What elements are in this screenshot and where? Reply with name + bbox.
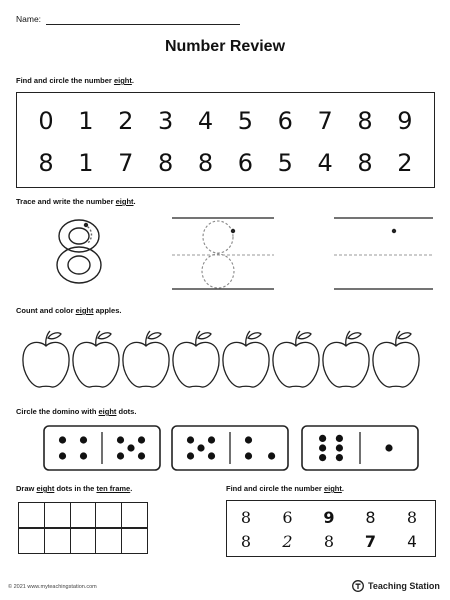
domino-dot (59, 436, 66, 443)
domino-dot (208, 452, 215, 459)
domino-dot (80, 452, 87, 459)
number-cell[interactable]: 2 (118, 107, 134, 135)
domino-dot (117, 452, 124, 459)
number-cell[interactable]: 5 (237, 107, 254, 135)
instruction-text: Draw (16, 484, 37, 493)
domino-dot (208, 436, 215, 443)
apple-icon[interactable] (23, 331, 69, 387)
domino-dot (80, 436, 87, 443)
apple-icon[interactable] (323, 331, 369, 387)
instruction-keyword: eight (75, 306, 94, 315)
number-cell[interactable]: 1 (78, 149, 94, 177)
number-cell[interactable]: 8 (357, 149, 373, 177)
instruction-domino (16, 407, 136, 416)
instruction-text-end: apples. (93, 306, 122, 315)
ten-frame-cell[interactable] (121, 527, 148, 553)
apple-icon[interactable] (223, 331, 269, 387)
number-cell[interactable]: 2 (282, 532, 293, 551)
number-cell[interactable]: 8 (240, 508, 252, 527)
domino-dot (319, 454, 326, 461)
number-cell[interactable]: 4 (317, 149, 333, 177)
number-cell[interactable]: 8 (197, 149, 214, 177)
instruction-keyword: eight (113, 76, 132, 85)
dashed-eight-icon (202, 221, 234, 288)
ten-frame-cell[interactable] (70, 527, 97, 553)
number-row-small-2 (231, 531, 427, 553)
copyright-text: © 2021 www.myteachingstation.com (8, 584, 97, 590)
domino-dot (138, 436, 145, 443)
instruction-text-end: dots. (116, 407, 137, 416)
number-cell[interactable]: 7 (118, 149, 134, 177)
instruction-text-end: . (131, 76, 134, 85)
instruction-text-end: . (133, 197, 136, 206)
domino[interactable] (44, 426, 160, 470)
ten-frame (18, 502, 148, 554)
brand-name: Teaching Station (368, 581, 440, 591)
domino-dot (319, 435, 326, 442)
domino-dot (187, 452, 194, 459)
apple-icon[interactable] (73, 331, 119, 387)
ten-frame-cell[interactable] (95, 502, 122, 528)
number-grid-box (16, 92, 435, 188)
page-title: Number Review (164, 38, 286, 55)
number-cell[interactable]: 8 (157, 149, 174, 177)
apple-icon[interactable] (173, 331, 219, 387)
number-cell[interactable]: 7 (364, 532, 377, 551)
number-cell[interactable]: 9 (323, 508, 335, 527)
instruction-keyword: eight (115, 197, 134, 206)
instruction-text-end: . (341, 484, 344, 493)
apple-icon[interactable] (373, 331, 419, 387)
instruction-text-end: . (130, 484, 133, 493)
domino-dot (385, 444, 392, 451)
domino-dot (197, 444, 204, 451)
number-row-2 (31, 149, 420, 177)
instruction-count-color (16, 306, 121, 315)
domino-dot (117, 436, 124, 443)
number-cell[interactable]: 9 (397, 107, 413, 135)
instruction-text: Find and circle the number (226, 484, 324, 493)
number-cell[interactable]: 1 (78, 107, 94, 135)
domino-dot (336, 444, 343, 451)
number-row-small-1 (231, 507, 427, 529)
domino-dot (59, 452, 66, 459)
domino-dot (127, 444, 134, 451)
number-cell[interactable]: 8 (323, 532, 335, 551)
number-cell[interactable]: 7 (317, 107, 333, 135)
ten-frame-cell[interactable] (18, 527, 45, 553)
number-cell[interactable]: 0 (38, 107, 54, 135)
instruction-keyword: eight (98, 407, 117, 416)
number-row-1 (31, 107, 420, 135)
number-grid-box-2 (226, 500, 436, 557)
instruction-text: Trace and write the number (16, 197, 116, 206)
instruction-keyword-2: ten frame (96, 484, 131, 493)
trace-area (0, 205, 450, 293)
domino-dot (336, 435, 343, 442)
ten-frame-cell[interactable] (95, 527, 122, 553)
ten-frame-cell[interactable] (121, 502, 148, 528)
number-cell[interactable]: 2 (397, 149, 413, 177)
number-cell[interactable]: 6 (237, 149, 254, 177)
ten-frame-cell[interactable] (44, 527, 71, 553)
domino[interactable] (172, 426, 288, 470)
domino-row (0, 424, 450, 474)
instruction-text-mid: dots in the (54, 484, 97, 493)
start-dot-icon (392, 229, 396, 233)
domino-dot (319, 444, 326, 451)
domino-dot (245, 436, 252, 443)
number-cell[interactable]: 3 (157, 107, 174, 135)
instruction-ten-frame (16, 484, 132, 493)
trace-lines-1[interactable] (172, 218, 274, 289)
domino-dot (336, 454, 343, 461)
instruction-text: Count and color (16, 306, 76, 315)
outlined-eight-icon (57, 220, 101, 283)
number-cell[interactable]: 4 (197, 107, 214, 135)
apple-row (0, 326, 450, 394)
ten-frame-cell[interactable] (44, 502, 71, 528)
domino[interactable] (302, 426, 418, 470)
number-cell[interactable]: 5 (277, 149, 293, 177)
apple-icon[interactable] (123, 331, 169, 387)
domino-dot (268, 452, 275, 459)
name-label: Name: (16, 14, 42, 24)
number-cell[interactable]: 8 (406, 508, 418, 527)
number-cell[interactable]: 6 (282, 508, 293, 527)
instruction-find-circle (16, 76, 134, 85)
domino-dot (187, 436, 194, 443)
name-line[interactable] (46, 24, 240, 25)
teaching-station-logo-icon (352, 580, 364, 592)
apple-icon[interactable] (273, 331, 319, 387)
domino-dot (245, 452, 252, 459)
number-cell[interactable]: 8 (365, 508, 376, 527)
instruction-text: Find and circle the number (16, 76, 114, 85)
ten-frame-cell[interactable] (70, 502, 97, 528)
ten-frame-cell[interactable] (18, 502, 45, 528)
number-cell[interactable]: 8 (38, 149, 54, 177)
instruction-keyword: eight (36, 484, 55, 493)
number-cell[interactable]: 6 (277, 107, 293, 135)
number-cell[interactable]: 8 (357, 107, 373, 135)
number-cell[interactable]: 4 (407, 532, 417, 551)
trace-lines-2[interactable] (334, 218, 433, 289)
domino-dot (138, 452, 145, 459)
instruction-keyword: eight (323, 484, 342, 493)
instruction-find-circle-2 (226, 484, 344, 493)
instruction-text: Circle the domino with (16, 407, 99, 416)
number-cell[interactable]: 8 (240, 532, 252, 551)
